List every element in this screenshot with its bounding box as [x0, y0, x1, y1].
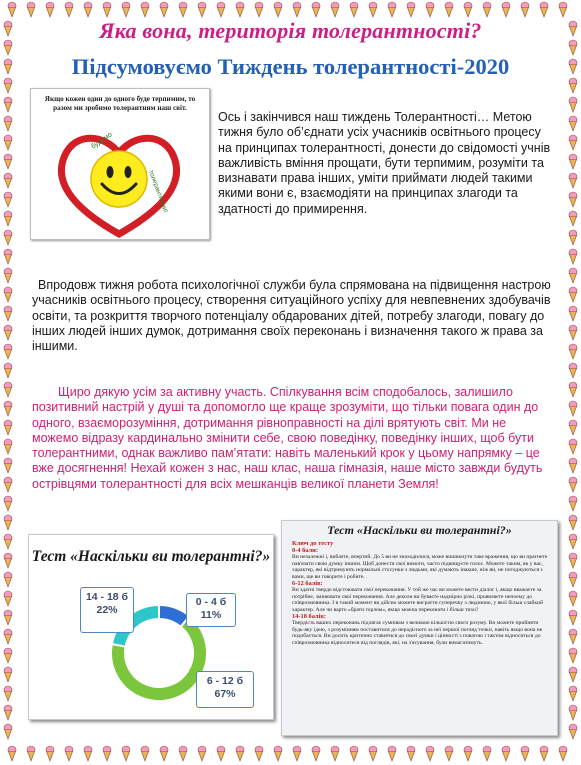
- ice-cream-icon: [540, 2, 548, 17]
- ice-cream-icon: [255, 2, 263, 17]
- callout-6-12: [196, 671, 254, 708]
- ice-cream-icon: [27, 746, 35, 761]
- ice-cream-icon: [293, 746, 301, 761]
- ice-cream-icon: [84, 2, 92, 17]
- ice-cream-icon: [569, 325, 577, 340]
- ice-cream-icon: [540, 746, 548, 761]
- sec2-heading: 6-12 балів:: [292, 579, 323, 587]
- ice-cream-icon: [4, 648, 12, 663]
- ice-cream-icon: [569, 477, 577, 492]
- ice-cream-icon: [569, 439, 577, 454]
- ice-cream-icon: [4, 116, 12, 131]
- test-results-chart: [28, 534, 274, 720]
- ice-cream-icon: [141, 746, 149, 761]
- sec2-text: Ви здатні твердо відстоювати свої переконання. У той же час ви можете вести діалог і, якщо вважаєте за потрібне, змінювати свої переконання. Але деколи ви буваєте надмірно різкі, проявляєте непоему до співрозмовника. І в такий момент ви дійсно можете вигратти суперечку з людиною, у якої більш слабкий характер. Але чи варто «брати горлом», якщо можна переконати і більш тихо?: [292, 587, 544, 613]
- ice-cream-icon: [569, 705, 577, 720]
- ice-cream-icon: [407, 746, 415, 761]
- ice-cream-icon: [160, 746, 168, 761]
- ice-cream-icon: [569, 667, 577, 682]
- ice-cream-icon: [8, 2, 16, 17]
- ice-cream-icon: [4, 78, 12, 93]
- ice-cream-icon: [369, 746, 377, 761]
- ice-cream-icon: [4, 629, 12, 644]
- ice-cream-icon: [8, 746, 16, 761]
- ice-cream-icon: [4, 173, 12, 188]
- ice-cream-icon: [569, 458, 577, 473]
- ice-cream-icon: [569, 268, 577, 283]
- ice-cream-icon: [569, 591, 577, 606]
- ice-cream-icon: [445, 2, 453, 17]
- ice-cream-icon: [426, 746, 434, 761]
- heart-text-top: будемо: [90, 131, 114, 151]
- intro-paragraph: [32, 110, 557, 234]
- ice-cream-icon: [569, 515, 577, 530]
- ice-cream-icon: [569, 420, 577, 435]
- ice-cream-icon: [312, 746, 320, 761]
- ice-cream-icon: [569, 135, 577, 150]
- ice-cream-icon: [4, 211, 12, 226]
- ice-cream-icon: [4, 667, 12, 682]
- ice-cream-icon: [312, 2, 320, 17]
- heart-text-side: толерантними!: [147, 169, 169, 214]
- ice-cream-icon: [569, 363, 577, 378]
- ice-cream-icon: [4, 97, 12, 112]
- ice-cream-icon: [4, 363, 12, 378]
- ice-cream-icon: [350, 746, 358, 761]
- ice-cream-icon: [350, 2, 358, 17]
- ice-cream-icon: [569, 306, 577, 321]
- ice-cream-icon: [569, 534, 577, 549]
- ice-cream-icon: [160, 2, 168, 17]
- ice-cream-icon: [407, 2, 415, 17]
- ice-cream-icon: [198, 746, 206, 761]
- ice-cream-icon: [4, 344, 12, 359]
- ice-cream-icon: [569, 629, 577, 644]
- ice-cream-icon: [464, 2, 472, 17]
- slice-value-0-4: 11%: [200, 609, 222, 621]
- ice-cream-icon: [4, 420, 12, 435]
- ice-cream-icon: [4, 610, 12, 625]
- page-title: Яка вона, територія толерантності?: [99, 18, 482, 43]
- ice-cream-icon: [4, 553, 12, 568]
- ice-cream-icon: [122, 746, 130, 761]
- ice-cream-icon: [4, 515, 12, 530]
- sec3-text: Твердість ваших переконань підлягає сумнівам з великою кількістю свого розуму. Ви можете прийняти будь-яку ідею, з розумінням поставитися до нерадісного за неї першої погляд точки, навіть якщо вона не подобається. Ви досить критично ставитися до своєї думки і цінності з повагою і тактом відноситься до співрозмовника відноситеся від поглядів, які, на з'ясування, були вимагатимуть.: [292, 620, 543, 646]
- ice-cream-icon: [4, 705, 12, 720]
- ice-cream-icon: [198, 2, 206, 17]
- slice-label-0-4: 0 - 4 б: [195, 596, 227, 608]
- ice-cream-icon: [569, 116, 577, 131]
- ice-cream-icon: [179, 2, 187, 17]
- ice-cream-icon: [4, 192, 12, 207]
- ice-cream-icon: [4, 591, 12, 606]
- ice-cream-icon: [331, 2, 339, 17]
- ice-cream-icon: [84, 746, 92, 761]
- ice-cream-icon: [103, 746, 111, 761]
- ice-cream-icon: [46, 2, 54, 17]
- poster-caption: Якщо кожен один до одного буде терпимим, то разом ми зробимо толерантним наш світ.: [44, 95, 196, 112]
- ice-cream-icon: [569, 648, 577, 663]
- ice-cream-icon: [103, 2, 111, 17]
- ice-cream-icon: [65, 746, 73, 761]
- ice-cream-icon: [464, 746, 472, 761]
- ice-cream-icon: [559, 2, 567, 17]
- page-subtitle: Підсумовуємо Тиждень толерантності-2020: [71, 54, 510, 79]
- ice-cream-icon: [4, 325, 12, 340]
- ice-cream-icon: [274, 2, 282, 17]
- ice-cream-icon: [569, 686, 577, 701]
- ice-cream-icon: [4, 496, 12, 511]
- callout-0-4: [186, 593, 236, 627]
- ice-cream-icon: [369, 2, 377, 17]
- sec1-text: Ви незалежні і, вибачте, впертий. До 5 ви не знаходилися, може вишикнути таке враження, що ви прагнете пав'язати свою думку іншим. Щоб донести свої вимоги, часто підвищуєте голос. Можете таким, як у вас, характер, які відтримують нормальні стосунки з людьми, які думають інакше, ніж ви, не погоджуються з вами, ще ви говорите і робите.: [292, 554, 548, 580]
- sec3-heading: 14-18 балів:: [292, 612, 326, 620]
- ice-cream-icon: [569, 344, 577, 359]
- ice-cream-icon: [4, 439, 12, 454]
- ice-cream-icon: [179, 746, 187, 761]
- ice-cream-icon: [569, 553, 577, 568]
- ice-cream-icon: [331, 746, 339, 761]
- ice-cream-icon: [236, 746, 244, 761]
- ice-cream-icon: [426, 2, 434, 17]
- ice-cream-icon: [445, 746, 453, 761]
- ice-cream-icon: [521, 746, 529, 761]
- ice-cream-icon: [4, 686, 12, 701]
- ice-cream-icon: [4, 724, 12, 739]
- slice-label-6-12: 6 - 12 б: [206, 675, 244, 687]
- ice-cream-icon: [4, 135, 12, 150]
- ice-cream-icon: [4, 268, 12, 283]
- ice-cream-icon: [502, 2, 510, 17]
- slice-value-6-12: 67%: [214, 688, 236, 700]
- ice-cream-icon: [502, 746, 510, 761]
- slice-value-14-18: 22%: [96, 604, 118, 616]
- ice-cream-icon: [569, 287, 577, 302]
- ice-cream-icon: [4, 249, 12, 264]
- ice-cream-icon: [388, 2, 396, 17]
- ice-cream-icon: [483, 2, 491, 17]
- ice-cream-icon: [141, 2, 149, 17]
- ice-cream-icon: [569, 249, 577, 264]
- ice-cream-icon: [569, 211, 577, 226]
- ice-cream-icon: [569, 173, 577, 188]
- slice-label-14-18: 14 - 18 б: [85, 591, 129, 603]
- key-heading: Ключ до тесту: [292, 540, 334, 547]
- ice-cream-icon: [569, 496, 577, 511]
- psychology-paragraph: [32, 278, 557, 354]
- callout-14-18: [80, 587, 134, 633]
- chart-title: Тест «Наскільки ви толерантні?»: [31, 548, 271, 565]
- ice-cream-icon: [569, 192, 577, 207]
- ice-cream-icon: [521, 2, 529, 17]
- ice-cream-icon: [569, 230, 577, 245]
- ice-cream-icon: [4, 401, 12, 416]
- ice-cream-icon: [27, 2, 35, 17]
- ice-cream-icon: [122, 2, 130, 17]
- ice-cream-icon: [4, 306, 12, 321]
- ice-cream-icon: [217, 746, 225, 761]
- ice-cream-icon: [4, 572, 12, 587]
- ice-cream-icon: [483, 746, 491, 761]
- ice-cream-icon: [569, 572, 577, 587]
- intro-text: Ось і закінчився наш тиждень Толерантності… Метою тижня було об’єднати усіх учасників освітнього процесу на принципах толерантності, донести до свідомості учнів важливість вміння прощати, бути терпимим, розуміти та визнавати права інших, уміти приймати людей такими якими вони є, взаємодіяти на принципах злагоди та здатності до примирення.: [218, 110, 551, 216]
- ice-cream-icon: [569, 154, 577, 169]
- psychology-text: Впродовж тижня робота психологічної служби була спрямована на підвищення настрою учасників освітнього процесу, створення ситуаційного успіху для невпевнених здобувачів освіти, та розкриття творчого потенціалу обдарованих дітей, потребу злагоди, повагу до інших людей інших думок, дотримання своїх переконань і визначення такого ж права за іншими.: [32, 278, 551, 354]
- ice-cream-icon: [569, 382, 577, 397]
- ice-cream-icon: [255, 746, 263, 761]
- ice-cream-icon: [4, 154, 12, 169]
- ice-cream-icon: [569, 401, 577, 416]
- ice-cream-icon: [46, 746, 54, 761]
- ice-cream-icon: [569, 610, 577, 625]
- ice-cream-icon: [4, 534, 12, 549]
- ice-cream-icon: [65, 2, 73, 17]
- ice-cream-icon: [217, 2, 225, 17]
- thanks-paragraph: [32, 385, 552, 492]
- ice-cream-icon: [4, 287, 12, 302]
- ice-cream-icon: [293, 2, 301, 17]
- thanks-text: Щиро дякую усім за активну участь. Спілкування всім сподобалось, залишило позитивний настрій у душі та допомогло ще краще зрозуміти, що тільки повага один до одного, взаєморозуміння, дотримання рівноправності на ділі врятують світ. Ми не можемо відразу кардинально змінити себе, свою поведінку, поведінку інших, щоб бути толерантними, однак важливо пам’ятати: навіть маленький крок у цьому напрямку – це вже досягнення! Нехай кожен з нас, наш клас, наша гімназія, наше місто завжди будуть острівцями толерантності для всіх мешканців великої планети Земля!: [32, 385, 543, 491]
- test-key-image: [281, 520, 558, 736]
- ice-cream-icon: [4, 382, 12, 397]
- ice-cream-icon: [569, 78, 577, 93]
- ice-cream-icon: [4, 230, 12, 245]
- ice-cream-icon: [388, 746, 396, 761]
- ice-cream-icon: [4, 477, 12, 492]
- ice-cream-icon: [236, 2, 244, 17]
- test-title: Тест «Наскільки ви толерантні?»: [327, 523, 512, 537]
- ice-cream-icon: [569, 97, 577, 112]
- ice-cream-icon: [559, 746, 567, 761]
- ice-cream-icon: [569, 724, 577, 739]
- ice-cream-icon: [4, 458, 12, 473]
- sec1-heading: 0-4 бали:: [292, 546, 318, 554]
- ice-cream-icon: [274, 746, 282, 761]
